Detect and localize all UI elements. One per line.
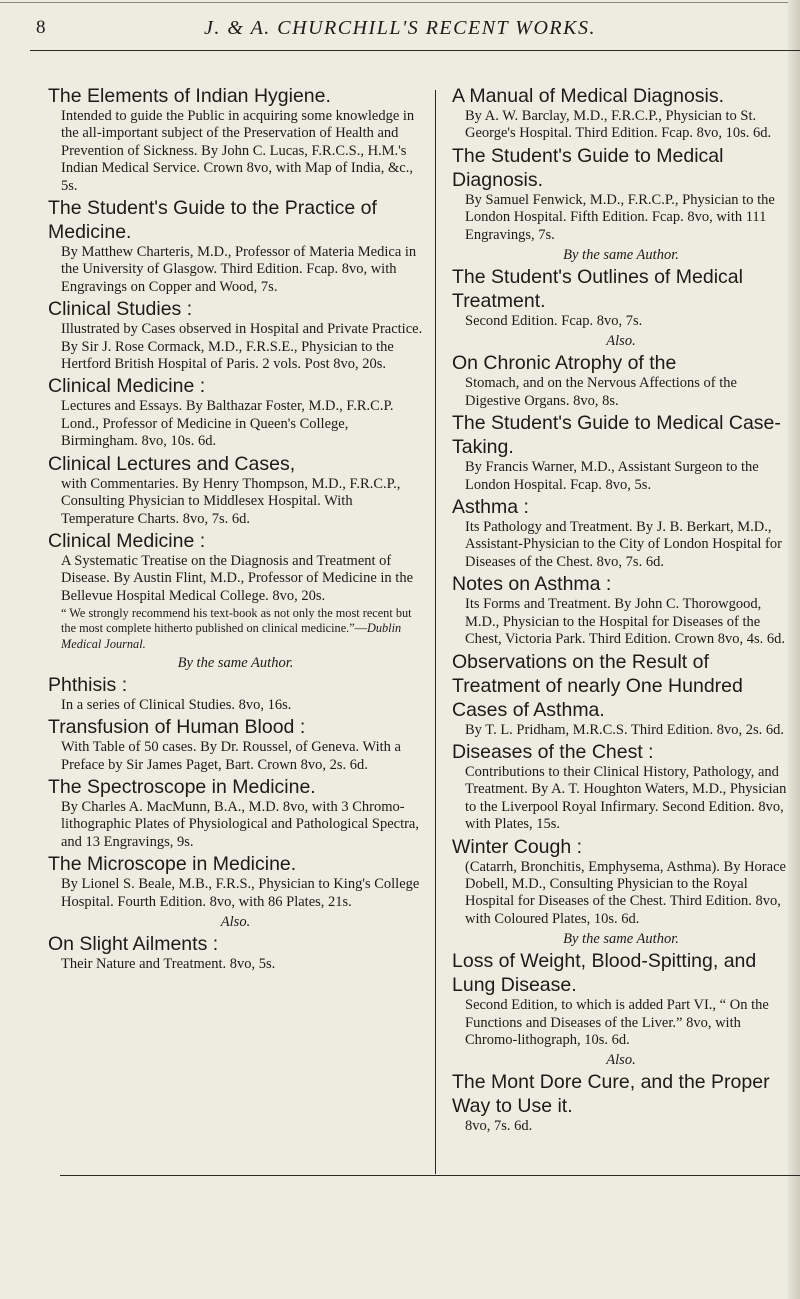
book-description: By Samuel Fenwick, M.D., F.R.C.P., Physician to the London Hospital. Fifth Edition. Fcap. 8vo, with 111 Engravings, 7s. (465, 191, 775, 243)
byline: By the same Author. (563, 247, 679, 264)
book-description: With Table of 50 cases. By Dr. Roussel, of Geneva. With a Preface by Sir James Paget, Bart. Crown 8vo, 2s. 6d. (61, 739, 401, 773)
book-title: Loss of Weight, Blood-Spitting, and Lung Disease. (452, 950, 757, 997)
book-description: Second Edition, to which is added Part VI., “ On the Functions and Diseases of the Liver.” 8vo, with Chromo-lithograph, 10s. 6d. (465, 997, 769, 1048)
top-edge-rule (0, 2, 800, 3)
book-entry (48, 297, 423, 373)
book-description: Lectures and Essays. By Balthazar Foster, M.D., F.R.C.P. Lond., Professor of Medicine in Queen's College, Birmingham. 8vo, 10s. 6d. (61, 398, 394, 450)
book-description: (Catarrh, Bronchitis, Emphysema, Asthma). By Horace Dobell, M.D., Consulting Physician to the Royal Hospital for Diseases of the Chest. Third Edition. 8vo, with Coloured Plates, 10s. 6d. (465, 858, 786, 927)
book-description: By T. L. Pridham, M.R.C.S. Third Edition. 8vo, 2s. 6d. (465, 721, 785, 738)
book-title: Notes on Asthma : (452, 573, 612, 596)
byline: Also. (220, 913, 251, 930)
book-title: Clinical Medicine : (48, 529, 206, 552)
book-description: Contributions to their Clinical History, Pathology, and Treatment. By A. T. Houghton Waters, M.D., Physician to the Liverpool Royal Infirmary. Second Edition. 8vo, with Plates, 15s. (465, 763, 787, 833)
book-title: Asthma : (452, 496, 529, 519)
book-description: Intended to guide the Public in acquiring some knowledge in the all-important subject of the Preservation of Health and Prevention of Sickness. By John C. Lucas, F.R.C.S., H.M.'s Indian Medical Service. Crown 8vo, with Map of India, &c., 5s. (61, 108, 415, 194)
book-title: Transfusion of Human Blood : (48, 716, 306, 739)
byline: By the same Author. (177, 654, 294, 671)
book-entry (48, 673, 423, 714)
book-entry (48, 196, 423, 296)
book-entry (452, 495, 790, 571)
book-title: Phthisis : (48, 673, 128, 696)
book-entry (452, 650, 790, 739)
book-title: Winter Cough : (452, 835, 583, 858)
book-description: Second Edition. Fcap. 8vo, 7s. (465, 313, 643, 330)
left-column (48, 84, 423, 974)
book-entry (452, 949, 790, 1049)
book-description: Stomach, and on the Nervous Affections of the Digestive Organs. 8vo, 8s. (465, 375, 737, 409)
book-entry (452, 84, 790, 143)
book-entry (452, 740, 790, 834)
column-divider (435, 90, 436, 1174)
book-title: The Student's Outlines of Medical Treatment. (452, 266, 743, 313)
page-header (0, 8, 800, 48)
book-title: The Student's Guide to Medical Case-Taking. (452, 412, 781, 459)
book-description: By Matthew Charteris, M.D., Professor of Materia Medica in the University of Glasgow. Third Edition. Fcap. 8vo, with Engravings on Copper and Wood, 7s. (61, 244, 417, 295)
book-description: By Lionel S. Beale, M.B., F.R.S., Physician to King's College Hospital. Fourth Edition. 8vo, with 86 Plates, 21s. (61, 876, 420, 910)
book-entry (452, 144, 790, 244)
book-entry (48, 775, 423, 851)
byline: Also. (606, 333, 636, 350)
book-title: Observations on the Result of Treatment of nearly One Hundred Cases of Asthma. (452, 650, 743, 721)
header-rule (30, 50, 800, 51)
page-number: 8 (36, 17, 46, 38)
book-entry (48, 452, 423, 528)
quote-source: Dublin Medical Journal. (61, 621, 402, 651)
book-title: The Elements of Indian Hygiene. (48, 85, 331, 107)
book-description: Its Forms and Treatment. By John C. Thorowgood, M.D., Physician to the Hospital for Diseases of the Chest, Victoria Park. Third Edition. Crown 8vo, 4s. 6d. (465, 596, 785, 648)
book-description: By Francis Warner, M.D., Assistant Surgeon to the London Hospital. Fcap. 8vo, 5s. (465, 459, 759, 493)
book-entry (48, 715, 423, 774)
book-entry (452, 572, 790, 648)
book-title: The Microscope in Medicine. (48, 853, 297, 876)
book-description: 8vo, 7s. 6d. (465, 1118, 533, 1135)
book-entry (48, 374, 423, 450)
book-title: A Manual of Medical Diagnosis. (452, 85, 725, 107)
book-title: Diseases of the Chest : (452, 740, 654, 763)
book-title: Clinical Medicine : (48, 375, 206, 398)
book-title: Clinical Studies : (48, 298, 193, 321)
book-description: Their Nature and Treatment. 8vo, 5s. (61, 955, 276, 972)
book-title: On Slight Ailments : (48, 932, 219, 955)
book-description: By A. W. Barclay, M.D., F.R.C.P., Physician to St. George's Hospital. Third Edition. Fcap. 8vo, 10s. 6d. (465, 108, 772, 142)
book-entry (48, 84, 423, 195)
book-description: By Charles A. MacMunn, B.A., M.D. 8vo, with 3 Chromo-lithographic Plates of Physiological and Pathological Spectra, and 13 Engravings, 9s. (61, 798, 419, 850)
review-quote (61, 606, 423, 652)
book-entry (452, 835, 790, 929)
book-description: A Systematic Treatise on the Diagnosis and Treatment of Disease. By Austin Flint, M.D., Professor of Medicine in the Bellevue Hospital Medical College. 8vo, 20s. (61, 552, 414, 604)
book-description: with Commentaries. By Henry Thompson, M.D., F.R.C.P., Consulting Physician to Middlesex Hospital. With Temperature Charts. 8vo, 7s. 6d. (61, 475, 401, 527)
book-description: In a series of Clinical Studies. 8vo, 16s. (61, 696, 292, 713)
book-entry (452, 1070, 790, 1135)
byline: By the same Author. (563, 931, 679, 948)
right-column (452, 84, 790, 1137)
book-entry (48, 529, 423, 605)
book-title: The Student's Guide to Medical Diagnosis. (452, 144, 724, 191)
book-entry (452, 411, 790, 494)
bottom-rule (60, 1175, 800, 1176)
book-title: Clinical Lectures and Cases, (48, 452, 296, 475)
book-title: On Chronic Atrophy of the (452, 352, 677, 375)
book-title: The Student's Guide to the Practice of Medicine. (48, 197, 377, 244)
running-title: J. & A. CHURCHILL'S RECENT WORKS. (204, 17, 596, 39)
book-description: Illustrated by Cases observed in Hospital and Private Practice. By Sir J. Rose Cormack, M.D., F.R.S.E., Physician to the Hertford British Hospital of Paris. 2 vols. Post 8vo, 20s. (61, 321, 423, 373)
book-entry (452, 351, 790, 410)
book-title: The Mont Dore Cure, and the Proper Way to Use it. (452, 1071, 770, 1118)
book-entry (48, 932, 423, 973)
book-title: The Spectroscope in Medicine. (48, 775, 316, 798)
book-description: Its Pathology and Treatment. By J. B. Berkart, M.D., Assistant-Physician to the City of London Hospital for Diseases of the Chest. 8vo, 7s. 6d. (465, 519, 782, 570)
byline: Also. (606, 1052, 636, 1069)
quote-text: “ We strongly recommend his text-book as not only the most recent but the most complete hitherto published on clinical medicine.”— (61, 606, 412, 636)
book-entry (452, 265, 790, 330)
book-entry (48, 852, 423, 911)
